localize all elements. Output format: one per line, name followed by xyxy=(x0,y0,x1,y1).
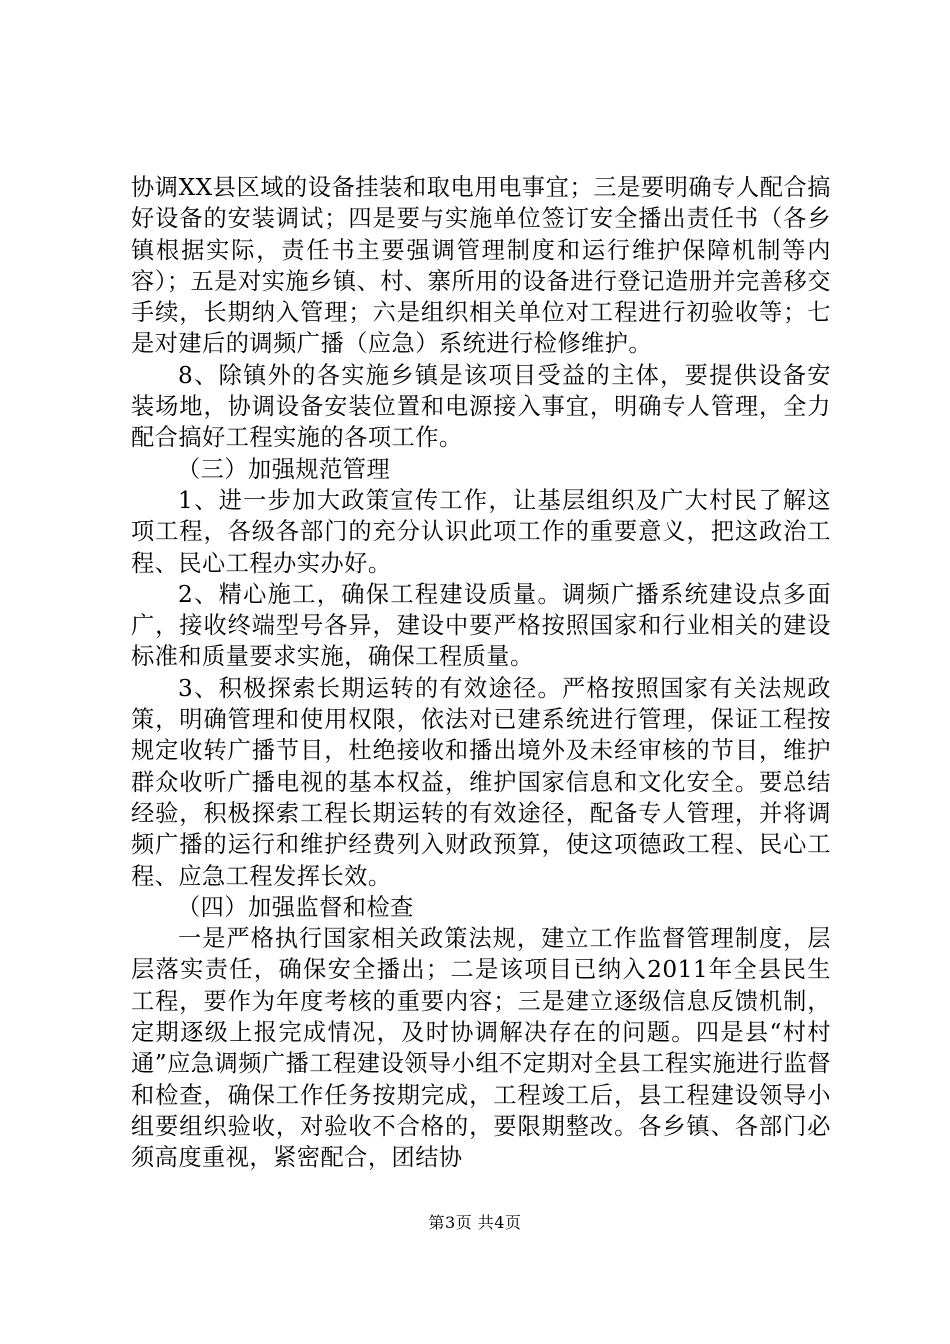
paragraph-item-2: 2、精心施工，确保工程建设质量。调频广播系统建设点多面广，接收终端型号各异，建设中要严格按照国家和行业相关的建设标准和质量要求实施，确保工程质量。 xyxy=(131,580,831,671)
paragraph-item-3: 3、积极探索长期运转的有效途径。严格按照国家有关法规政策，明确管理和使用权限，依法对已建系统进行管理，保证工程按规定收转广播节目，杜绝接收和播出境外及未经审核的节目，维护群众收听广播电视的基本权益，维护国家信息和文化安全。要总结经验，积极探索工程长期运转的有效途径，配备专人管理，并将调频广播的运行和维护经费列入财政预算，使这项德政工程、民心工程、应急工程发挥长效。 xyxy=(131,674,831,890)
paragraph-continuation: 协调XX县区域的设备挂装和取电用电事宜；三是要明确专人配合搞好设备的安装调试；四是要与实施单位签订安全播出责任书（各乡镇根据实际，责任书主要强调管理制度和运行维护保障机制等内容）；五是对实施乡镇、村、寨所用的设备进行登记造册并完善移交手续，长期纳入管理；六是组织相关单位对工程进行初验收等；七是对建后的调频广播（应急）系统进行检修维护。 xyxy=(131,174,831,358)
section-heading-4: （四）加强监督和检查 xyxy=(177,893,414,921)
page-footer: 第3页 共4页 xyxy=(428,1213,522,1232)
section-heading-3: （三）加强规范管理 xyxy=(177,455,391,483)
paragraph-supervision: 一是严格执行国家相关政策法规，建立工作监督管理制度，层层落实责任，确保安全播出；二是该项目已纳入2011年全县民生工程，要作为年度考核的重要内容；三是建立逐级信息反馈机制，定期逐级上报完成情况，及时协调解决存在的问题。四是县“村村通”应急调频广播工程建设领导小组不定期对全县工程实施进行监督和检查，确保工作任务按期完成，工程竣工后，县工程建设领导小组要组织验收，对验收不合格的，要限期整改。各乡镇、各部门必须高度重视，紧密配合，团结协 xyxy=(131,925,831,1172)
paragraph-item-8: 8、除镇外的各实施乡镇是该项目受益的主体，要提供设备安装场地，协调设备安装位置和电源接入事宜，明确专人管理，全力配合搞好工程实施的各项工作。 xyxy=(131,361,831,452)
document-body xyxy=(131,172,831,1174)
paragraph-item-1: 1、进一步加大政策宣传工作，让基层组织及广大村民了解这项工程，各级各部门的充分认识此项工作的重要意义，把这政治工程、民心工程办实办好。 xyxy=(131,486,831,577)
